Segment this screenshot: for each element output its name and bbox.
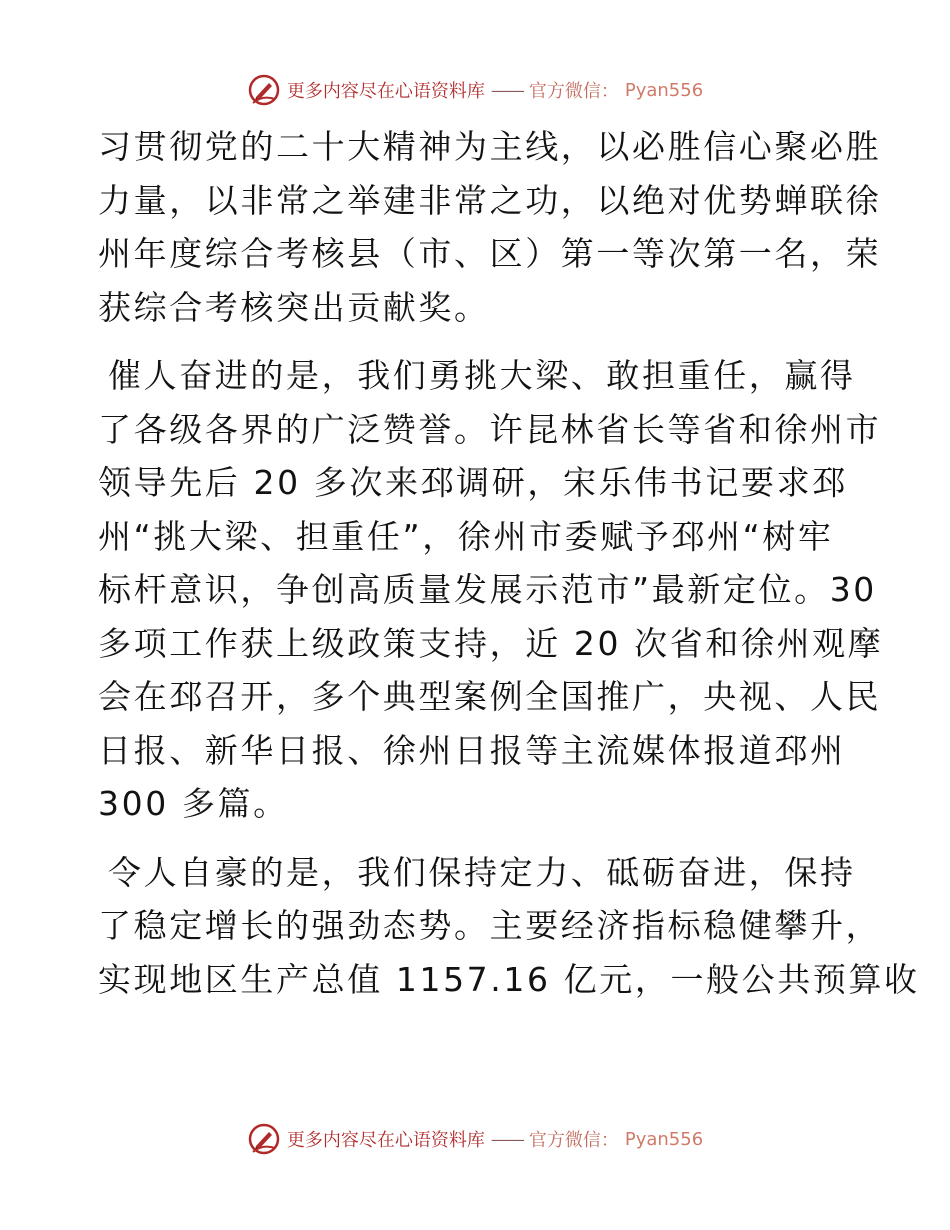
watermark-wechat-label: 官方微信： (528, 81, 619, 102)
pen-logo-icon (247, 73, 281, 107)
paragraph-line: 实现地区生产总值 1157.16 亿元，一般公共预算收 (98, 959, 920, 999)
watermark-brand-text: 更多内容尽在心语资料库 (286, 1130, 485, 1151)
paragraph-3 (98, 846, 920, 1007)
paragraph-line: 州“挑大梁、担重任”，徐州市委赋予邳州“树牢 (98, 516, 834, 556)
watermark-wechat-id: Pyan556 (624, 1128, 704, 1150)
paragraph-line: 令人自豪的是，我们保持定力、砥砺奋进，保持 (108, 852, 856, 892)
footer-watermark (0, 1119, 950, 1159)
paragraph-line: 习贯彻党的二十大精神为主线，以必胜信心聚必胜 (98, 127, 882, 166)
watermark-brand-text: 更多内容尽在心语资料库 (286, 81, 485, 102)
paragraph-line: 州年度综合考核县（市、区）第一等次第一名，荣 (98, 234, 882, 273)
pen-logo-icon (247, 1122, 281, 1156)
header-watermark (0, 70, 950, 110)
paragraph-line: 了稳定增长的强劲态势。主要经济指标稳健攀升， (98, 906, 882, 945)
paragraph-1 (98, 120, 882, 334)
document-body (98, 120, 920, 1006)
paragraph-line: 标杆意识，争创高质量发展示范市”最新定位。30 (98, 570, 877, 609)
watermark-wechat-label: 官方微信： (528, 1130, 619, 1151)
watermark-wechat-id: Pyan556 (624, 79, 704, 101)
paragraph-line: 会在邳召开，多个典型案例全国推广，央视、人民 (98, 677, 882, 716)
paragraph-line: 了各级各界的广泛赞誉。许昆林省长等省和徐州市 (98, 409, 882, 449)
paragraph-line: 获综合考核突出贡献奖。 (98, 287, 490, 327)
paragraph-2 (98, 349, 884, 831)
watermark-dash: —— (490, 79, 523, 101)
paragraph-line: 日报、新华日报、徐州日报等主流媒体报道邳州 (98, 730, 846, 770)
paragraph-line: 300 多篇。 (98, 784, 289, 823)
paragraph-line: 领导先后 20 多次来邳调研，宋乐伟书记要求邳 (98, 463, 848, 502)
watermark-dash: —— (490, 1128, 523, 1150)
paragraph-line: 力量，以非常之举建非常之功，以绝对优势蝉联徐 (98, 180, 882, 220)
paragraph-line: 多项工作获上级政策支持，近 20 次省和徐州观摩 (98, 623, 884, 663)
paragraph-line: 催人奋进的是，我们勇挑大梁、敢担重任，赢得 (108, 356, 856, 395)
